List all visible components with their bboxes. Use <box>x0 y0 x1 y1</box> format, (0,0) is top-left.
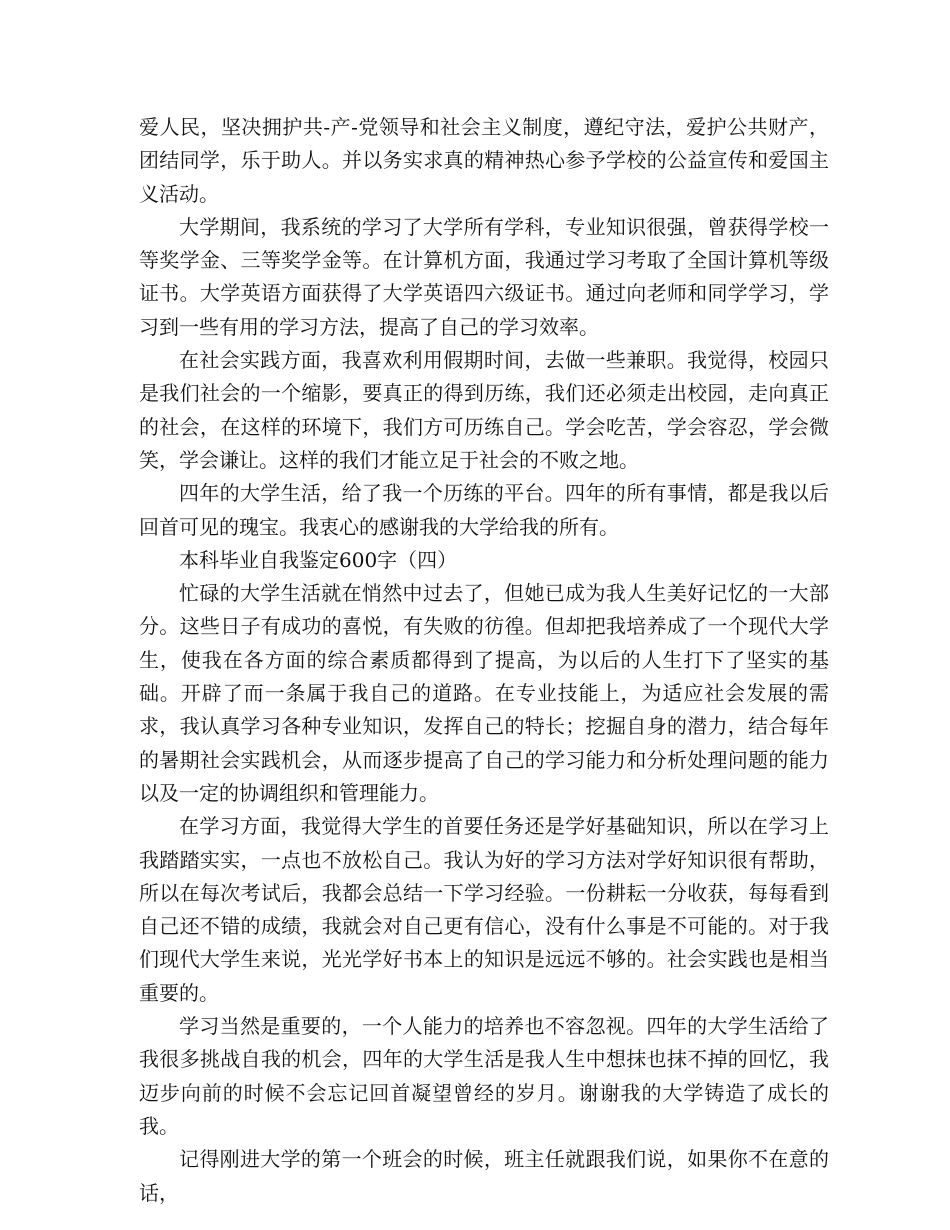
paragraph-ability: 学习当然是重要的，一个人能力的培养也不容忽视。四年的大学生活给了我很多挑战自我的机会，四年的大学生活是我人生中想抹也抹不掉的回忆，我迈步向前的时候不会忘记回首凝望曾经的岁月。谢谢我的大学铸造了成长的我。 <box>139 1014 829 1138</box>
paragraph-study: 大学期间，我系统的学习了大学所有学科，专业知识很强，曾获得学校一等奖学金、三等奖学金等。在计算机方面，我通过学习考取了全国计算机等级证书。大学英语方面获得了大学英语四六级证书。通过向老师和同学学习，学习到一些有用的学习方法，提高了自己的学习效率。 <box>139 214 829 339</box>
paragraph-four-years: 四年的大学生活，给了我一个历练的平台。四年的所有事情，都是我以后回首可见的瑰宝。我衷心的感谢我的大学给我的所有。 <box>139 481 829 539</box>
section-heading: 本科毕业自我鉴定600字（四） <box>179 547 458 572</box>
paragraph-first-meeting: 记得刚进大学的第一个班会的时候，班主任就跟我们说，如果你不在意的话， <box>139 1147 829 1205</box>
paragraph-continuation: 爱人民，坚决拥护共-产-党领导和社会主义制度，遵纪守法，爱护公共财产，团结同学，乐于助人。并以务实求真的精神热心参予学校的公益宣传和爱国主义活动。 <box>139 115 829 206</box>
paragraph-social-practice: 在社会实践方面，我喜欢利用假期时间，去做一些兼职。我觉得，校园只是我们社会的一个缩影，要真正的得到历练，我们还必须走出校园，走向真正的社会，在这样的环境下，我们方可历练自己。学会吃苦，学会容忍，学会微笑，学会谦让。这样的我们才能立足于社会的不败之地。 <box>139 348 829 472</box>
paragraph-learning: 在学习方面，我觉得大学生的首要任务还是学好基础知识，所以在学习上我踏踏实实，一点也不放松自己。我认为好的学习方法对学好知识很有帮助，所以在每次考试后，我都会总结一下学习经验。一份耕耘一分收获，每每看到自己还不错的成绩，我就会对自己更有信心，没有什么事是不可能的。对于我们现代大学生来说，光光学好书本上的知识是远远不够的。社会实践也是相当重要的。 <box>139 814 829 1005</box>
paragraph-busy-life: 忙碌的大学生活就在悄然中过去了，但她已成为我人生美好记忆的一大部分。这些日子有成功的喜悦，有失败的彷徨。但却把我培养成了一个现代大学生，使我在各方面的综合素质都得到了提高，为以后的人生打下了坚实的基础。开辟了而一条属于我自己的道路。在专业技能上，为适应社会发展的需求，我认真学习各种专业知识，发挥自己的特长；挖掘自身的潜力，结合每年的暑期社会实践机会，从而逐步提高了自己的学习能力和分析处理问题的能力以及一定的协调组织和管理能力。 <box>139 581 829 805</box>
document-body <box>139 111 829 1210</box>
